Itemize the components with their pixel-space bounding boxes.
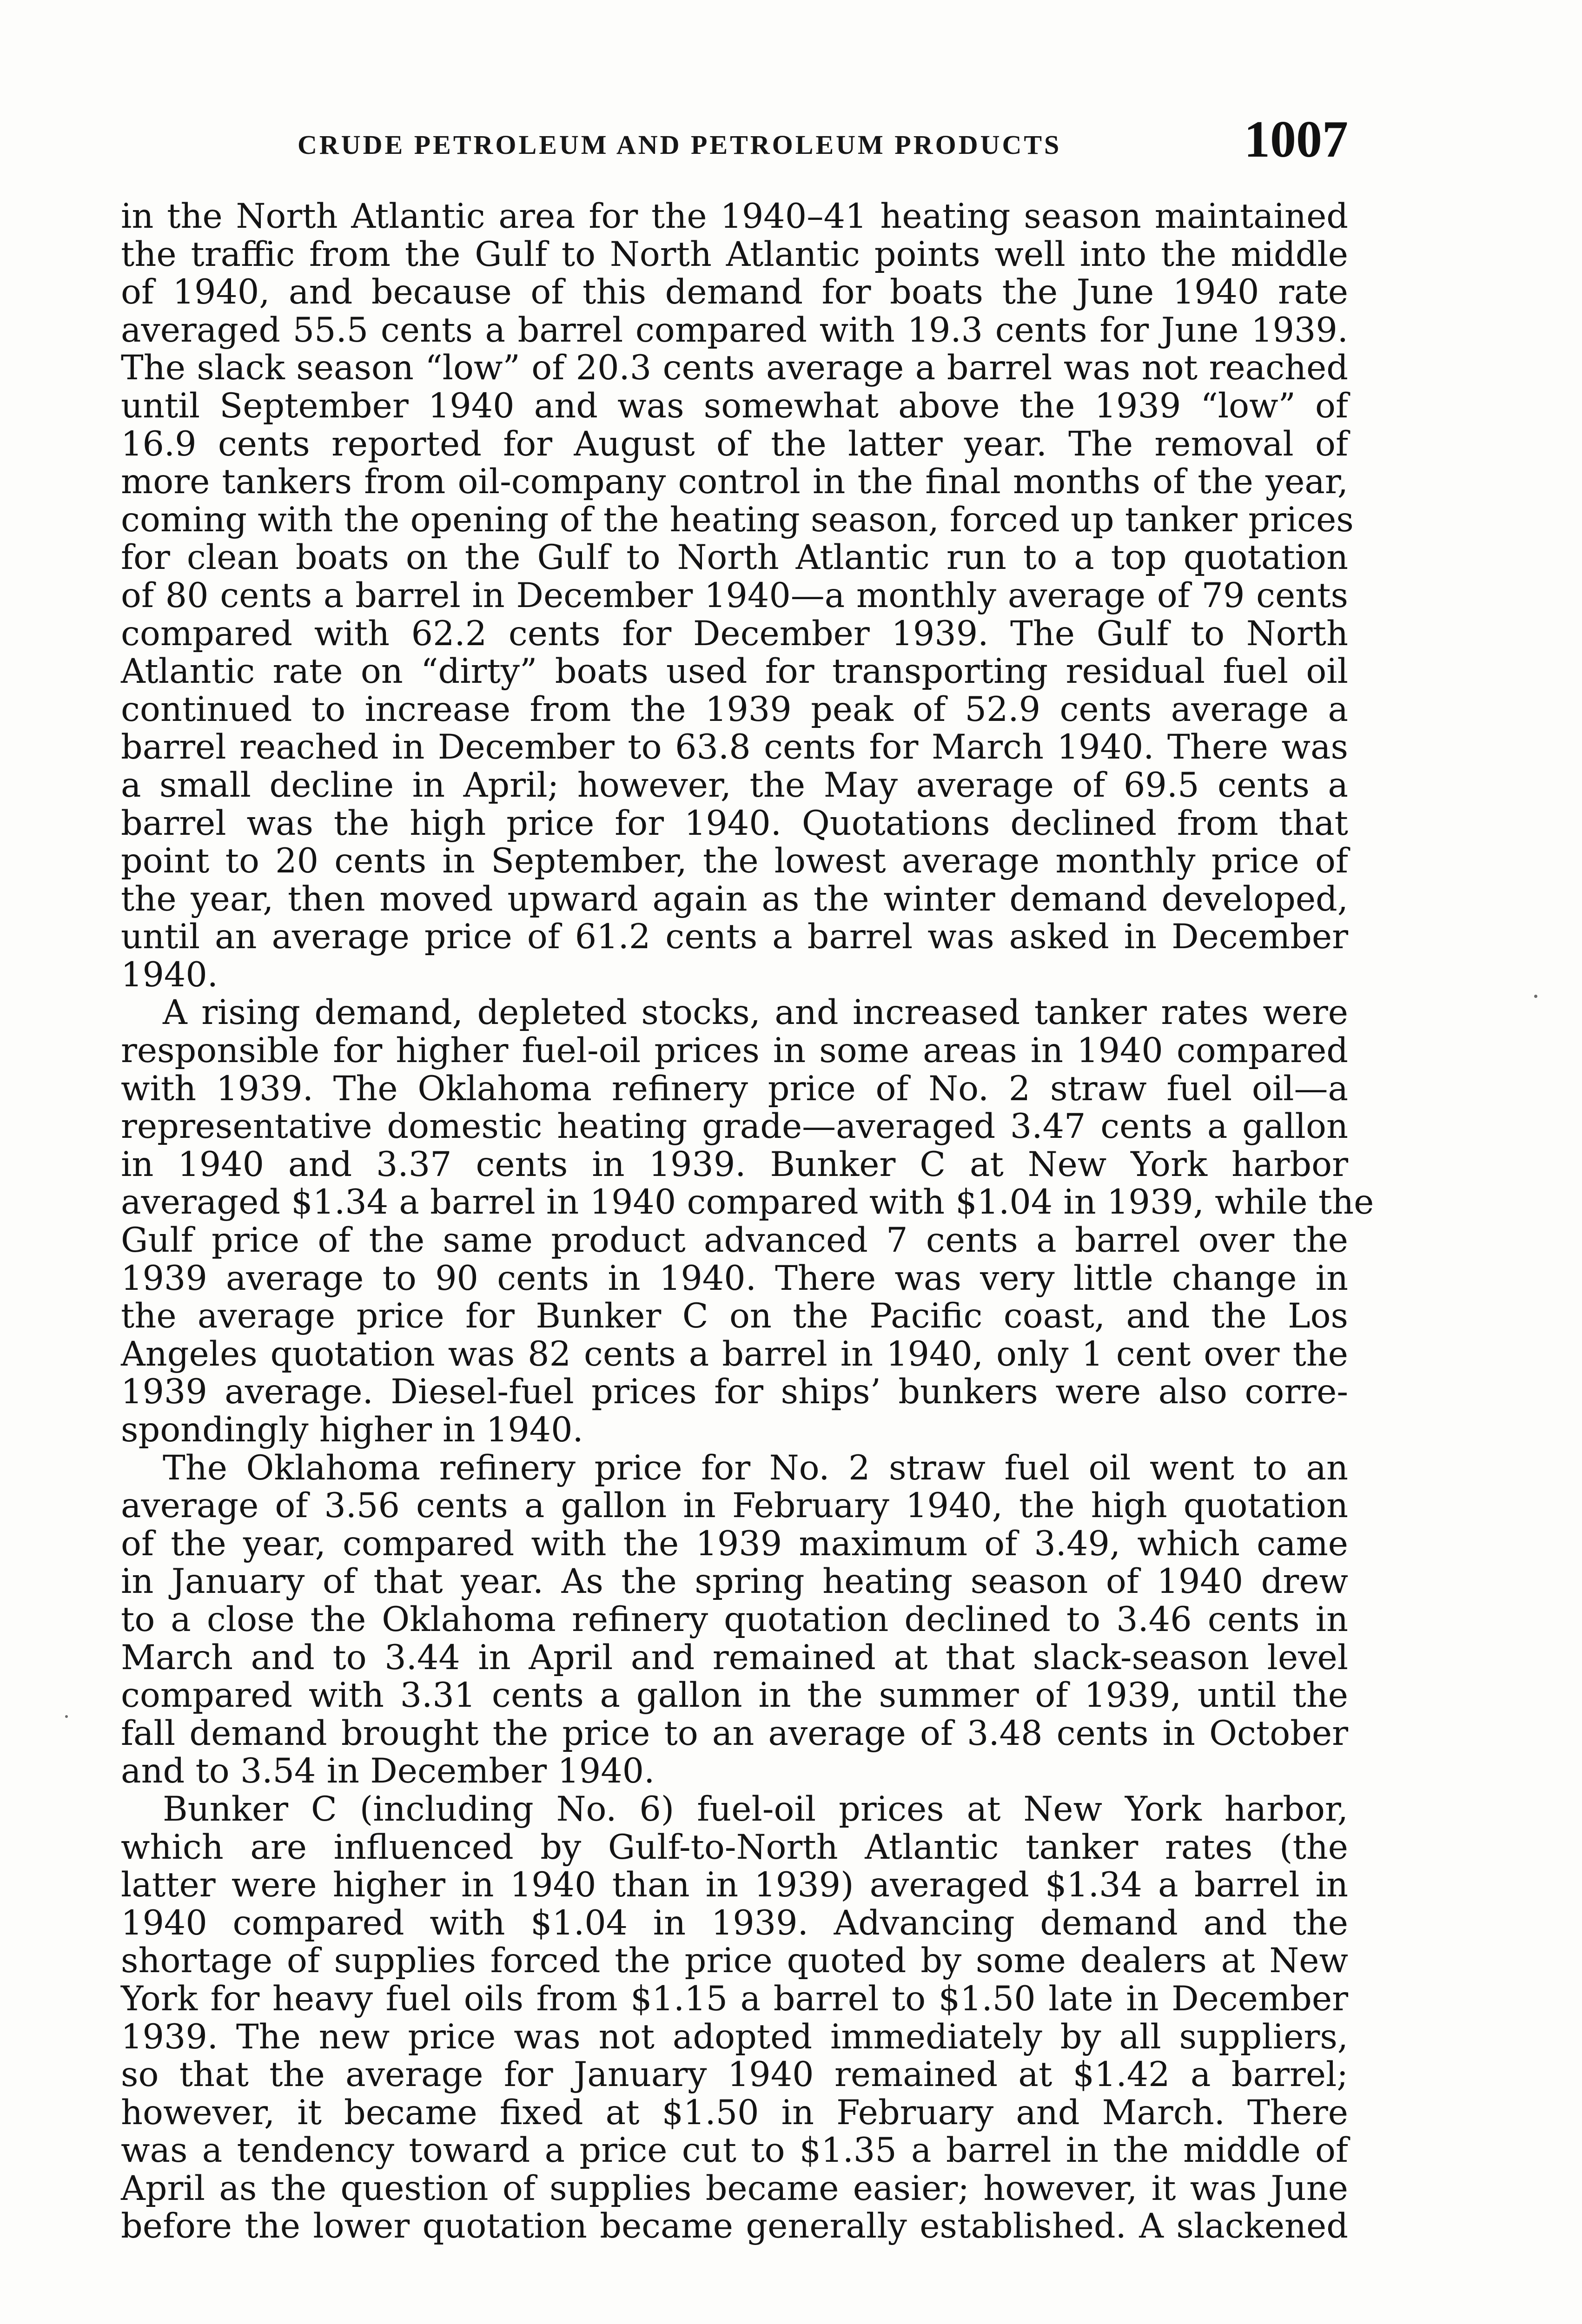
text-line: in the North Atlantic area for the 1940–41 heating season maintained <box>121 197 1348 236</box>
text-line: before the lower quotation became generally established. A slackened <box>121 2206 1348 2246</box>
text-line: averaged 55.5 cents a barrel compared with 19.3 cents for June 1939. <box>121 310 1348 350</box>
text-line: continued to increase from the 1939 peak of 52.9 cents average a <box>121 689 1348 729</box>
text-line: more tankers from oil-company control in the final months of the year, <box>121 462 1348 502</box>
text-line: a small decline in April; however, the May average of 69.5 cents a <box>121 765 1348 805</box>
text-line: of 80 cents a barrel in December 1940—a monthly average of 79 cents <box>121 575 1348 615</box>
text-line: 1940. <box>121 955 218 995</box>
text-line: until September 1940 and was somewhat above the 1939 “low” of <box>121 386 1348 426</box>
text-line: 1940 compared with $1.04 in 1939. Advancing demand and the <box>121 1903 1348 1943</box>
text-line: 1939 average to 90 cents in 1940. There was very little change in <box>121 1258 1348 1298</box>
running-title: CRUDE PETROLEUM AND PETROLEUM PRODUCTS <box>298 130 1062 160</box>
text-line: barrel was the high price for 1940. Quotations declined from that <box>121 803 1348 843</box>
text-line: to a close the Oklahoma refinery quotation declined to 3.46 cents in <box>121 1599 1348 1639</box>
text-line: average of 3.56 cents a gallon in February 1940, the high quotation <box>121 1486 1348 1526</box>
text-line: A rising demand, depleted stocks, and increased tanker rates were <box>163 993 1348 1033</box>
running-header <box>121 107 1348 181</box>
text-line: March and to 3.44 in April and remained at that slack-season level <box>121 1637 1348 1677</box>
text-line: York for heavy fuel oils from $1.15 a barrel to $1.50 late in December <box>121 1979 1348 2019</box>
text-line: compared with 62.2 cents for December 1939. The Gulf to North <box>121 614 1348 654</box>
text-line: the average price for Bunker C on the Pacific coast, and the Los <box>121 1296 1348 1336</box>
text-line: the year, then moved upward again as the winter demand developed, <box>121 879 1348 919</box>
text-line: compared with 3.31 cents a gallon in the summer of 1939, until the <box>121 1676 1348 1716</box>
text-line: and to 3.54 in December 1940. <box>121 1751 655 1791</box>
text-line: 16.9 cents reported for August of the latter year. The removal of <box>121 424 1348 464</box>
paragraph-oklahoma-refinery <box>121 1449 1348 1790</box>
text-line: until an average price of 61.2 cents a barrel was asked in December <box>121 917 1348 957</box>
text-line: 1939. The new price was not adopted immediately by all suppliers, <box>121 2017 1348 2057</box>
text-line: fall demand brought the price to an average of 3.48 cents in October <box>121 1713 1348 1753</box>
text-line: coming with the opening of the heating season, forced up tanker prices <box>121 500 1354 540</box>
text-line: of the year, compared with the 1939 maximum of 3.49, which came <box>121 1524 1348 1564</box>
text-line: Gulf price of the same product advanced 7 cents a barrel over the <box>121 1221 1348 1261</box>
paragraph-fuel-oil-prices <box>121 993 1374 1450</box>
text-line: spondingly higher in 1940. <box>121 1410 583 1450</box>
text-line: however, it became fixed at $1.50 in February and March. There <box>121 2093 1348 2133</box>
text-line: Angeles quotation was 82 cents a barrel in 1940, only 1 cent over the <box>121 1334 1348 1374</box>
text-line: Atlantic rate on “dirty” boats used for transporting residual fuel oil <box>121 652 1348 692</box>
paragraph-bunker-c <box>121 1790 1348 2245</box>
paper-speck <box>65 1715 68 1718</box>
text-line: with 1939. The Oklahoma refinery price of No. 2 straw fuel oil—a <box>121 1069 1348 1109</box>
text-line: responsible for higher fuel-oil prices in some areas in 1940 compared <box>121 1031 1348 1071</box>
text-line: was a tendency toward a price cut to $1.35 a barrel in the middle of <box>121 2131 1348 2171</box>
text-line: point to 20 cents in September, the lowest average monthly price of <box>121 841 1348 881</box>
text-line: The Oklahoma refinery price for No. 2 straw fuel oil went to an <box>163 1448 1348 1488</box>
text-line: 1939 average. Diesel-fuel prices for ships’ bunkers were also corre- <box>121 1372 1348 1412</box>
text-line: for clean boats on the Gulf to North Atlantic run to a top quotation <box>121 538 1348 578</box>
paragraph-tanker-rates <box>121 197 1354 995</box>
paper-speck <box>1534 995 1537 998</box>
body-text <box>121 197 1374 2246</box>
page-number: 1007 <box>1244 111 1348 168</box>
text-line: The slack season “low” of 20.3 cents average a barrel was not reached <box>121 348 1348 388</box>
text-line: which are influenced by Gulf-to-North Atlantic tanker rates (the <box>121 1827 1348 1867</box>
text-line: the traffic from the Gulf to North Atlantic points well into the middle <box>121 234 1348 274</box>
text-line: shortage of supplies forced the price quoted by some dealers at New <box>121 1941 1348 1981</box>
text-line: averaged $1.34 a barrel in 1940 compared with $1.04 in 1939, while the <box>121 1182 1374 1222</box>
text-line: Bunker C (including No. 6) fuel-oil prices at New York harbor, <box>163 1789 1348 1829</box>
text-line: April as the question of supplies became easier; however, it was June <box>121 2168 1348 2208</box>
text-line: latter were higher in 1940 than in 1939) averaged $1.34 a barrel in <box>121 1865 1348 1905</box>
text-line: barrel reached in December to 63.8 cents for March 1940. There was <box>121 727 1348 767</box>
text-line: representative domestic heating grade—averaged 3.47 cents a gallon <box>121 1107 1348 1147</box>
text-line: of 1940, and because of this demand for boats the June 1940 rate <box>121 272 1348 312</box>
text-line: in January of that year. As the spring heating season of 1940 drew <box>121 1562 1348 1602</box>
text-line: so that the average for January 1940 remained at $1.42 a barrel; <box>121 2055 1348 2095</box>
text-line: in 1940 and 3.37 cents in 1939. Bunker C at New York harbor <box>121 1144 1348 1184</box>
